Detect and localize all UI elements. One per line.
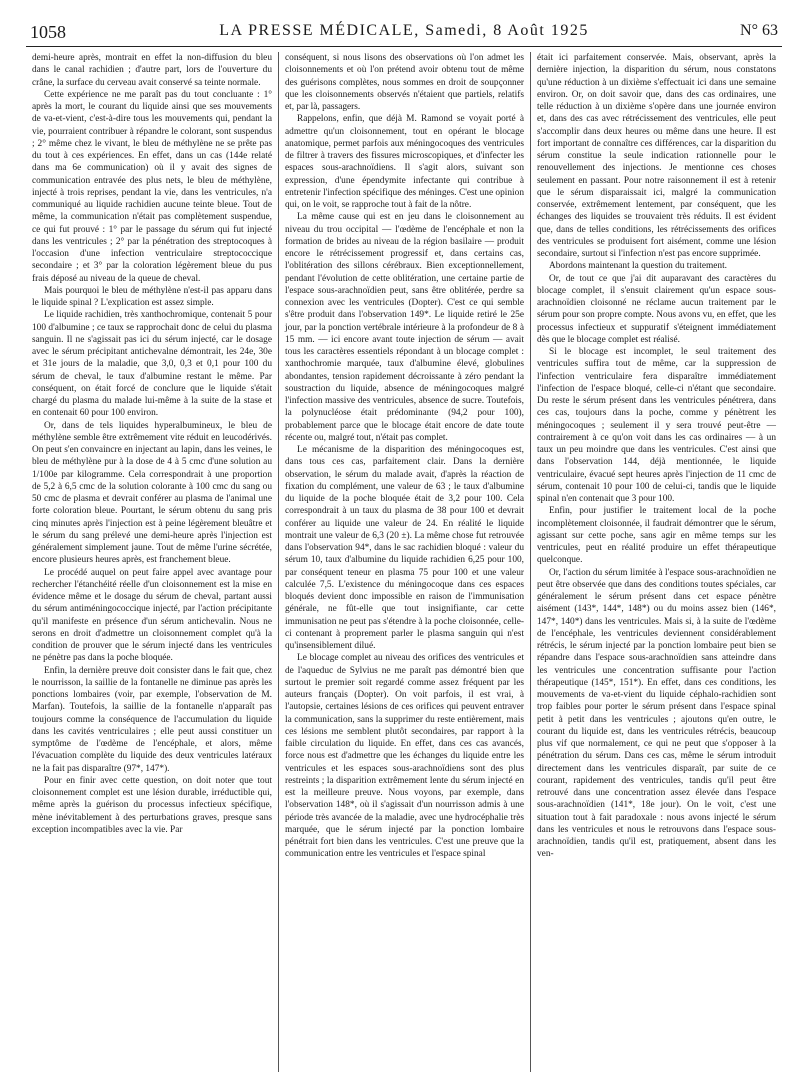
paragraph: Le liquide rachidien, très xanthochromique, contenait 5 pour 100 d'albumine ; ce taux se rapprochait donc de celui du plasma sanguin. Il ne s'agissait pas ici du sérum injecté, car le dosage avec le sérum précipitant antichevalne démontrait, les 24e, 30e et 31e jours de la maladie, que 3,0, 0,3 et 0,1 pour 100 du sérum de cheval, le taux d'albumine restant le même. Par conséquent, on était forcé de conclure que le liquide s'était chargé du plasma du malade lui-même à la suite de la stase et en contenait 60 pour 100 environ.	[32, 310, 272, 419]
issue-number: N° 63	[740, 22, 778, 39]
journal-title: LA PRESSE MÉDICALE,	[219, 22, 420, 39]
paragraph: Rappelons, enfin, que déjà M. Ramond se voyait porté à admettre qu'un cloisonnement, tout en opérant le blocage anatomique, permet parfois aux méningocoques des ventricules de filtrer à travers des fissures microscopiques, et d'infecter les espaces sous-arachnoïdiens. Il s'agit alors, suivant son expression, d'une épendymite infectante qui contribue à entretenir l'infection spécifique des méninges. C'est une opinion qui, on le voit, se rapproche tout à fait de la nôtre.	[285, 114, 524, 210]
text-columns	[26, 52, 782, 1072]
paragraph: Or, dans de tels liquides hyperalbumineux, le bleu de méthylène semble être extrêmement vite réduit en leucodérivés. On peut s'en convaincre en injectant au lapin, dans les veines, le bleu de méthylène pur à la dose de 4 à 5 cmc d'une solution au 1/100e par kilogramme. Cela correspondrait à une proportion de 5,2 à 6,5 cmc de la solution colorante à 100 cmc du sang ou 50 cmc de plasma et devrait conférer au plasma de l'animal une forte coloration bleue. Pourtant, le sérum obtenu du sang pris cinq minutes après l'injection est à peine légèrement bleuâtre et le sérum du sang prélevé une demi-heure après l'injection est généralement simplement jaune. Tout de même l'urine sécrétée, encore plusieurs heures après, est franchement bleue.	[32, 420, 272, 566]
page-number: 1058	[30, 22, 66, 42]
paragraph: demi-heure après, montrait en effet la non-diffusion du bleu dans le canal rachidien ; d'autre part, lors de l'ouverture du crâne, la surface du cerveau avait conservé sa teinte normale.	[32, 53, 272, 88]
paragraph: Or, l'action du sérum limitée à l'espace sous-arachnoïdien ne peut être observée que dans des conditions toutes spéciales, car généralement le sérum présent dans cet espace pénètre aisément (143*, 144*, 148*) ou du moins assez bien (146*, 147*, 140*) dans les ventricules. Mais si, à la suite de l'œdème de l'encéphale, les ventricules deviennent considérablement rétrécis, le sérum injecté par la ponction lombaire peut bien se répandre dans l'espace sous-arachnoïdien sans atteindre dans les ventricules une concentration suffisante pour l'action thérapeutique (145*, 151*). En effet, dans ces conditions, les mouvements de va-et-vient du liquide céphalo-rachidien sont trop faibles pour porter le sérum présent dans l'espace spinal petit à petit dans les ventricules ; ajoutons qu'en outre, le courant du liquide est, dans les ventricules rétrécis, beaucoup plus vif que normalement, ce qui ne peut que s'opposer à la pénétration du sérum. Dans ces cas, même le sérum introduit directement dans les ventricules disparaît, par suite de ce courant, rapidement des ventricules, tandis qu'il peut être retrouvé dans une concentration assez élevée dans l'espace sous-arachnoïdien (141*, 18e jour). On le voit, c'est une situation tout à fait paradoxale : nous avons injecté le sérum dans les ventricules et nous le retrouvons dans l'espace sous-arachnoïdien, tandis qu'il est, pratiquement, absent dans les ven-	[537, 567, 776, 860]
paragraph: Enfin, pour justifier le traitement local de la poche incomplètement cloisonnée, il faudrait démontrer que le sérum, agissant sur cette poche, sans agir en même temps sur les ventricules, peut en réalité produire un effet thérapeutique quelconque.	[537, 506, 776, 566]
paragraph: Pour en finir avec cette question, on doit noter que tout cloisonnement complet est une lésion durable, irréductible qui, même après la guérison du processus infectieux spécifique, mène inévitablement à des perturbations graves, presque sans exception incompatibles avec la vie. Par	[32, 775, 272, 835]
paragraph: Mais pourquoi le bleu de méthylène n'est-il pas apparu dans le liquide spinal ? L'explication est assez simple.	[32, 285, 272, 308]
page-header	[26, 18, 782, 47]
paragraph: Le mécanisme de la disparition des méningocoques est, dans tous ces cas, parfaitement clair. Dans la dernière observation, le sérum du malade avait, d'après la réaction de fixation du complément, une valeur de 63 ; le taux d'albumine du liquide de la poche bloquée était de 3,2 pour 100. Cela correspondrait à un taux du plasma de 38 pour 100 et devrait conférer au liquide une valeur de 24. En réalité le liquide montrait une valeur de 6,3 (20 ±). La même chose fut retrouvée dans l'observation 94*, dans le sac rachidien bloqué : valeur du sérum 10, taux d'albumine du liquide rachidien 6,25 pour 100, par conséquent teneur en plasma 75 pour 100 et une valeur calculée 7,5. L'existence du méningocoque dans ces espaces bloqués devient donc impossible en raison de l'immunisation générale, ne fût-elle que tout insignifiante, car cette immunisation ne peut pas s'étendre à la poche cloisonnée, celle-ci contenant à proprement parler le plasma sanguin qui n'est qu'insensiblement dilué.	[285, 445, 524, 651]
publication-date: Samedi, 8 Août 1925	[425, 22, 589, 39]
column-2	[278, 52, 530, 1072]
paragraph: Si le blocage est incomplet, le seul traitement des ventricules suffira tout de même, car la suppression de l'infection ventriculaire fera disparaître immédiatement l'infection de l'espace bloqué, celle-ci n'étant que secondaire. Du reste le sérum présent dans les ventricules pénétrera, dans ces cas, toujours dans la poche, comme y pénètrent les méningocoques ; seulement il y sera trouvé peut-être — contrairement à ce qu'on voit dans les cas ordinaires — à un taux un peu moindre que dans les ventricules. C'est ainsi que dans l'observation 144, déjà mentionnée, le liquide ventriculaire, évacué sept heures après l'injection de 11 cmc de sérum, contenait 10 pour 100 de celui-ci, tandis que le liquide spinal n'en contenait que 3 pour 100.	[537, 347, 776, 504]
column-3	[530, 52, 782, 1072]
journal-title-line	[26, 22, 782, 40]
paragraph: Le blocage complet au niveau des orifices des ventricules et de l'aqueduc de Sylvius ne me paraît pas démontré bien que surtout le premier soit regardé comme assez fréquent par les auteurs français (Dopter). On voit parfois, il est vrai, à l'autopsie, certaines lésions de ces orifices qui peuvent entraver la communication, sans la supprimer du reste entièrement, mais ces lésions me semblent plutôt secondaires, par rapport à la faible circulation du liquide. En effet, dans ces cas avancés, force nous est d'admettre que les échanges du liquide entre les ventricules et les espaces sous-arachnoïdiens sont des plus restreints ; la disparition extrêmement lente du sérum injecté en est la meilleure preuve. Nous voyons, par exemple, dans l'observation 148*, où il s'agissait d'un nourrisson admis à une période très avancée de la maladie, avec une hydrocéphalie très marquée, que le sérum injecté par la ponction lombaire pénétrait fort bien dans les ventricules. C'est une preuve que la communication entre les ventricules et l'espace spinal	[285, 653, 524, 860]
paragraph: La même cause qui est en jeu dans le cloisonnement au niveau du trou occipital — l'œdème de l'encéphale et non la formation de brides au niveau de la région basilaire — produit encore le rétrécissement progressif et, dans certains cas, l'oblitération des sillons cérébraux. Bien exceptionnellement, pendant l'évolution de cette oblitération, une certaine partie de l'espace sous-arachnoïdien peut, sans être oblitérée, perdre sa connexion avec les ventricules (Dopter). C'est ce qui semble s'être produit dans l'observation 149*. Le liquide retiré le 25e jour, par la ponction vertébrale intérieure à la profondeur de 8 à 15 mm. — ici encore avant toute injection de sérum — avait tous les caractères essentiels répondant à un blocage complet : xanthochromie marquée, taux d'albumine élevé, globulines abondantes, tension rapidement décroissante à zéro pendant la soustraction du liquide, absence de méningocoques malgré l'infection massive des ventricules, absence de sucre. Toutefois, la polynucléose était prédominante (94,2 pour 100), probablement parce que le blocage était encore de date toute récente ou, malgré tout, n'était pas complet.	[285, 212, 524, 443]
paragraph: était ici parfaitement conservée. Mais, observant, après la dernière injection, la disparition du sérum, nous constatons qu'une réduction à un dixième s'effectuait ici dans une semaine environ. Or, on doit savoir que, dans des cas ordinaires, une telle réduction à un dixième s'opère dans une journée environ et, dans des cas avec rétrécissement des ventricules, elle peut s'accomplir dans deux heures ou même dans une heure. Il est fort important de connaître ces différences, car la disparition du sérum constitue la seule indication rationnelle pour le renouvellement des injections. Je mentionne ces choses seulement en passant. Pour notre raisonnement il est à retenir que le sérum disparaissait ici, malgré la communication conservée, extrêmement lentement, par conséquent, que les échanges des liquides se trouvaient très réduits. Il est évident que, dans de telles conditions, les rétrécissements des orifices des ventricules se produisent fort aisément, comme une lésion secondaire, surtout si l'infection n'est pas encore supprimée.	[537, 53, 776, 259]
paragraph: Cette expérience ne me paraît pas du tout concluante : 1° après la mort, le courant du liquide ainsi que ses mouvements de va-et-vient, c'est-à-dire tous les mouvements qui, pendant la vie, pourraient contribuer à répandre le colorant, sont suspendus ; 2° même chez le vivant, le bleu de méthylène ne se prête pas du tout à ces expériences. En effet, dans un cas (144e relaté dans ma 6e communication) où il y avait des signes de communication entravée des plus nets, le bleu de méthylène, injecté à trois reprises, pendant la vie, dans les ventricules, n'a communiqué au liquide rachidien aucune teinte bleue. Tout de même, la communication n'était pas complètement suspendue, ce qui fut prouvé : 1° par le passage du sérum qui fut injecté dans les ventricules ; 2° par la pénétration des streptocoques à l'occasion d'une infection ventriculaire streptococcique secondaire ; et 3° par la coloration légèrement bleue du pus frais déposé au niveau de la queue de cheval.	[32, 89, 272, 284]
paragraph: Abordons maintenant la question du traitement.	[549, 261, 728, 272]
paragraph: Le procédé auquel on peut faire appel avec avantage pour rechercher l'étanchéité réelle d'un cloisonnement est la mise en évidence même et le dosage du sérum de cheval, partant aussi du sérum antiméningococcique injecté, par l'action précipitante qu'il manifeste en présence d'un sérum antichevalin. Nous ne serons en droit d'admettre un cloisonnement complet qu'à la condition de prouver que le sérum injecté dans les ventricules ne pénètre pas dans la poche bloquée.	[32, 567, 272, 664]
paragraph: Or, de tout ce que j'ai dit auparavant des caractères du blocage complet, il s'ensuit clairement qu'un espace sous-arachnoïdien cloisonné ne réclame aucun traitement par le sérum pour son propre compte. Nous avons vu, en effet, que les processus infectieux et suppuratif s'éteignent immédiatement dès que le blocage complet est réalisé.	[537, 273, 776, 345]
paragraph: conséquent, si nous lisons des observations où l'on admet les cloisonnements et où l'on prétend avoir obtenu tout de même des guérisons complètes, nous sommes en droit de soupçonner que les cloisonnements observés n'étaient que partiels, relatifs et, par là, passagers.	[285, 53, 524, 112]
paragraph: Enfin, la dernière preuve doit consister dans le fait que, chez le nourrisson, la saillie de la fontanelle ne diminue pas après les ponctions lombaires (voir, par exemple, l'observation de M. Marfan). Toutefois, la saillie de la fontanelle n'apparaît pas toujours comme la conséquence de l'accumulation du liquide dans les cavités ventriculaires ; elle peut aussi constituer un symptôme de l'œdème de l'encéphale, et alors, même l'évacuation complète du liquide des deux ventricules latéraux ne la fait pas disparaître (97*, 147*).	[32, 665, 272, 774]
column-1	[26, 52, 278, 1072]
